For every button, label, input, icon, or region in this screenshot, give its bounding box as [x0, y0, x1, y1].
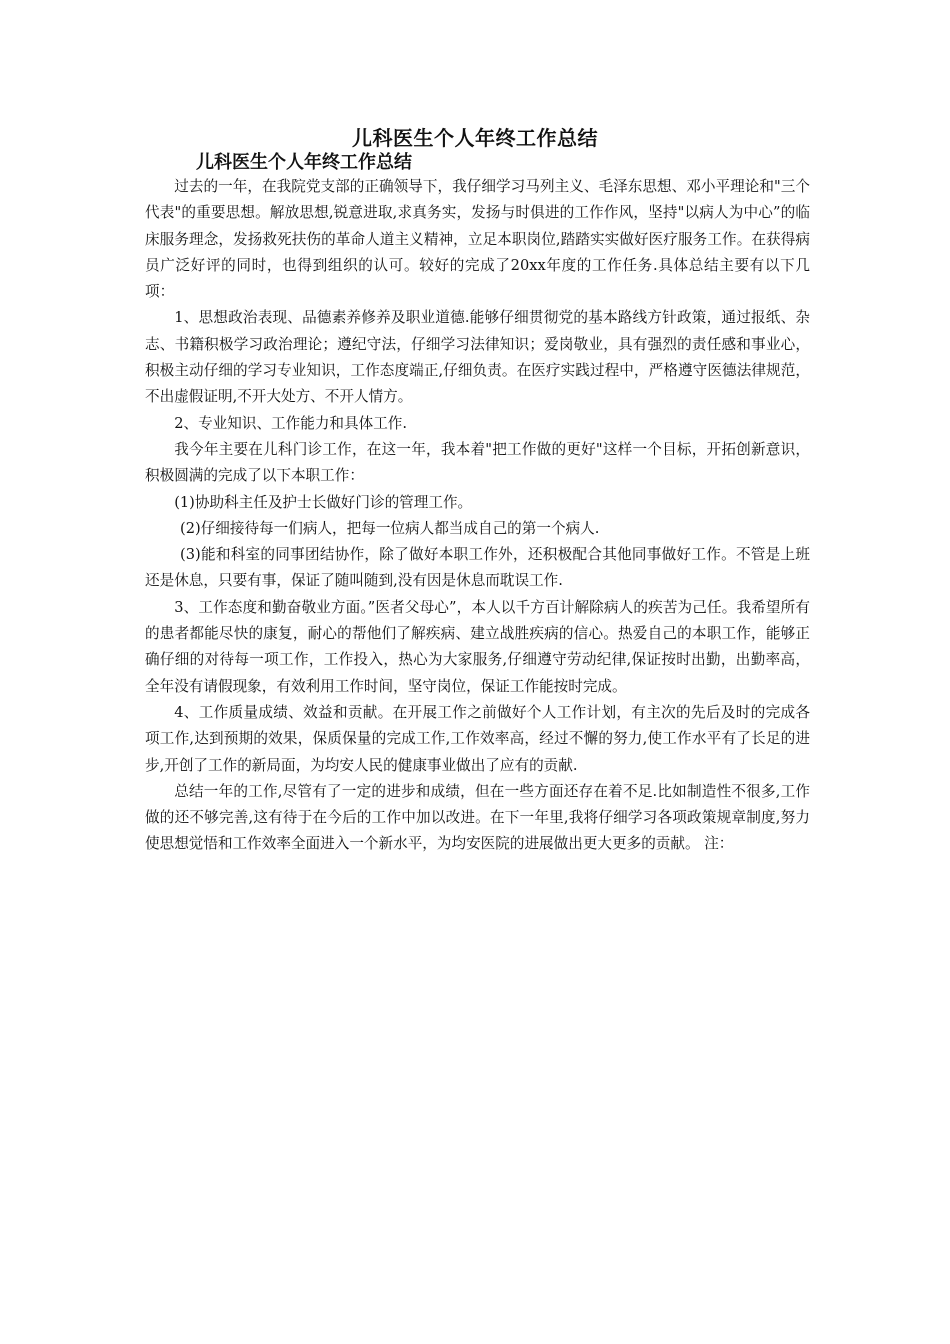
paragraph-item-3: 3、工作态度和勤奋敬业方面。”医者父母心”，本人以千方百计解除病人的疾苦为己任。我希望所有的患者都能尽快的康复，耐心的帮他们了解疾病、建立战胜疾病的信心。热爱自己的本职工作，能够正确仔细的对待每一项工作，工作投入，热心为大家服务,仔细遵守劳动纪律,保证按时出勤，出勤率高，全年没有请假现象，有效利用工作时间，坚守岗位，保证工作能按时完成。 [145, 598, 810, 695]
document-title: 儿科医生个人年终工作总结 [352, 126, 598, 150]
paragraph-subitem-2: (2)仔细接待每一们病人，把每一位病人都当成自己的第一个病人. [180, 519, 600, 537]
paragraph-item-1: 1、思想政治表现、品德素养修养及职业道德.能够仔细贯彻党的基本路线方针政策，通过报纸、杂志、书籍积极学习政治理论；遵纪守法，仔细学习法律知识；爱岗敬业，具有强烈的责任感和事业心，积极主动仔细的学习专业知识，工作态度端正,仔细负责。在医疗实践过程中，严格遵守医德法律规范，不出虚假证明,不开大处方、不开人情方。 [145, 309, 810, 406]
paragraph-conclusion: 总结一年的工作,尽管有了一定的进步和成绩，但在一些方面还存在着不足.比如制造性不很多,工作做的还不够完善,这有待于在今后的工作中加以改进。在下一年里,我将仔细学习各项政策规章制度,努力使思想觉悟和工作效率全面进入一个新水平，为均安医院的进展做出更大更多的贡献。 注： [145, 782, 810, 853]
paragraph-intro: 过去的一年，在我院党支部的正确领导下，我仔细学习马列主义、毛泽东思想、邓小平理论和"三个代表"的重要思想。解放思想,锐意进取,求真务实，发扬与时俱进的工作作风，坚持"以病人为中心”的临床服务理念，发扬救死扶伤的革命人道主义精神，立足本职岗位,踏踏实实做好医疗服务工作。在获得病员广泛好评的同时，也得到组织的认可。较好的完成了20xx年度的工作任务.具体总结主要有以下几项： [145, 178, 810, 301]
paragraph-work-summary: 我今年主要在儿科门诊工作，在这一年，我本着"把工作做的更好"这样一个目标，开拓创新意识，积极圆满的完成了以下本职工作： [145, 440, 810, 485]
paragraph-item-4: 4、工作质量成绩、效益和贡献。在开展工作之前做好个人工作计划，有主次的先后及时的完成各项工作,达到预期的效果，保质保量的完成工作,工作效率高，经过不懈的努力,使工作水平有了长足的进步,开创了工作的新局面，为均安人民的健康事业做出了应有的贡献. [145, 703, 810, 774]
paragraph-subitem-1: (1)协助科主任及护士长做好门诊的管理工作。 [174, 493, 473, 511]
document-body [145, 174, 810, 858]
paragraph-subitem-3: (3)能和科室的同事团结协作，除了做好本职工作外，还积极配合其他同事做好工作。不管是上班还是休息，只要有事，保证了随叫随到,没有因是休息而耽误工作. [145, 546, 810, 590]
document-subtitle: 儿科医生个人年终工作总结 [196, 152, 412, 173]
paragraph-item-2: 2、专业知识、工作能力和具体工作. [174, 414, 408, 432]
